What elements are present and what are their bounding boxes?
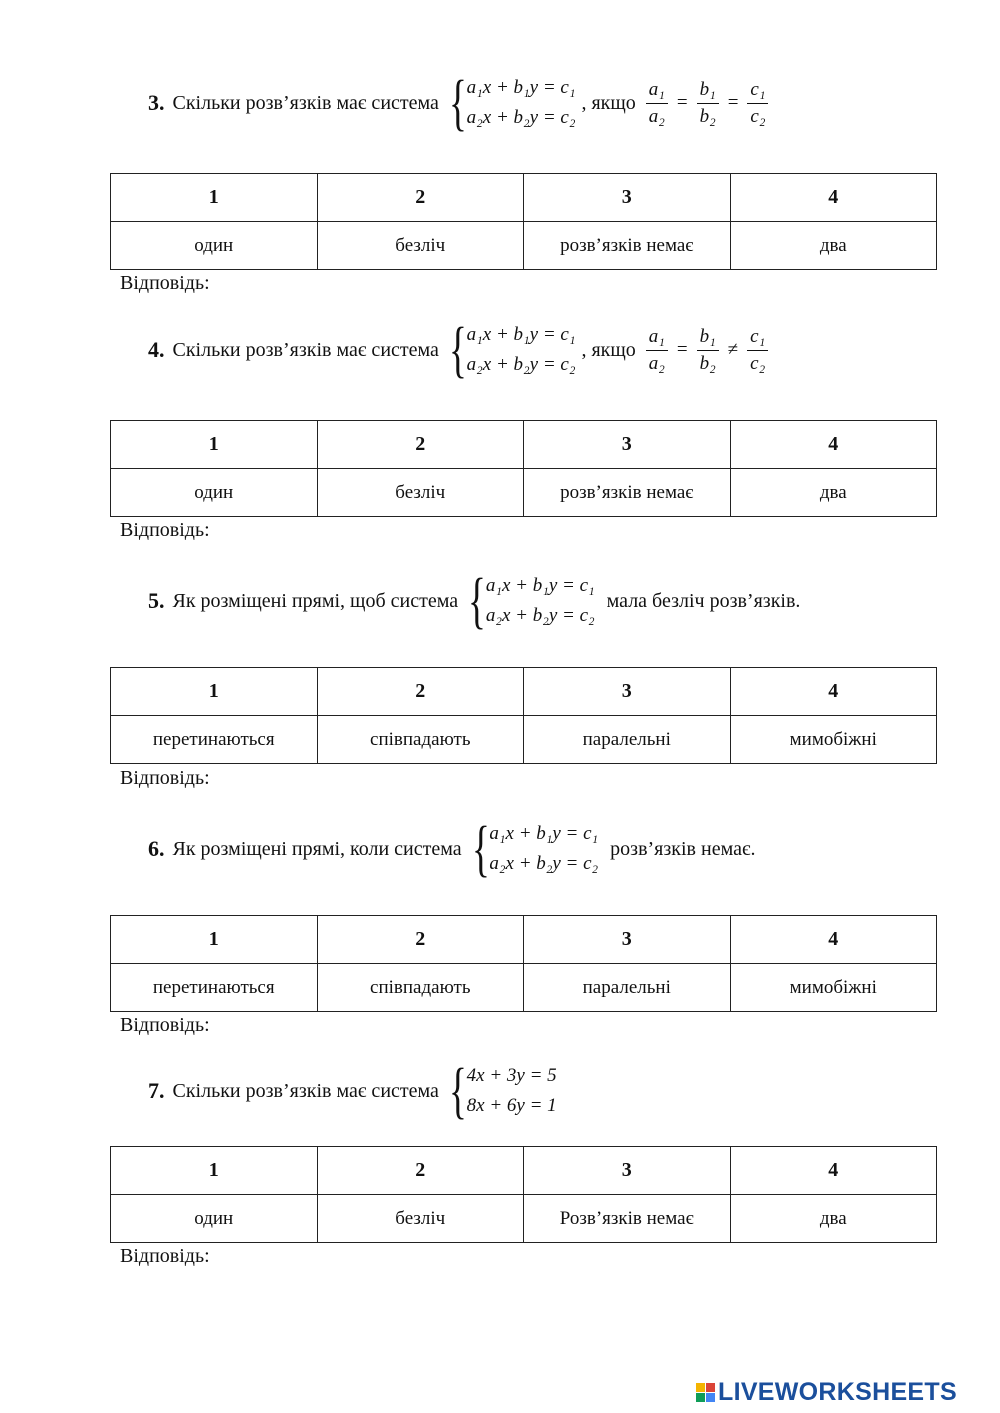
equation-line-2: a₂x + b₂y = c₂ xyxy=(485,605,595,626)
options-table xyxy=(110,915,937,1012)
option-number: 2 xyxy=(317,174,524,222)
equation-system xyxy=(443,316,576,384)
equation-line-2: 8x + 6y = 1 xyxy=(466,1095,557,1116)
question-number: 3. xyxy=(148,90,165,115)
brace-icon: { xyxy=(468,567,486,635)
answer-label: Відповідь: xyxy=(120,1014,210,1036)
options-table xyxy=(110,420,937,517)
answer-label: Відповідь: xyxy=(120,272,210,294)
option-3[interactable]: розв’язків немає xyxy=(524,222,731,270)
option-4[interactable]: мимобіжні xyxy=(730,716,937,764)
option-4[interactable]: два xyxy=(730,1195,937,1243)
question-text: Як розміщені прямі, щоб система xyxy=(172,589,459,612)
options-table xyxy=(110,1146,937,1243)
option-4[interactable]: два xyxy=(730,469,937,517)
condition-prefix: , якщо xyxy=(581,338,636,361)
option-3[interactable]: розв’язків немає xyxy=(524,469,731,517)
option-number: 1 xyxy=(111,668,318,716)
logo-text: LIVEWORKSHEETS xyxy=(718,1378,957,1406)
option-2[interactable]: співпадають xyxy=(317,964,524,1012)
equation-line-1: 4x + 3y = 5 xyxy=(466,1065,557,1086)
question-tail: розв’язків немає. xyxy=(610,837,756,860)
option-number: 4 xyxy=(730,668,937,716)
option-2[interactable]: безліч xyxy=(317,1195,524,1243)
equation-line-1: a₁x + b₁y = c₁ xyxy=(466,77,576,98)
logo-tile xyxy=(696,1383,705,1392)
option-number: 3 xyxy=(524,668,731,716)
question-number: 7. xyxy=(148,1078,165,1103)
option-2[interactable]: безліч xyxy=(317,222,524,270)
logo-mark-icon xyxy=(696,1383,715,1402)
brace-icon: { xyxy=(448,1057,467,1125)
equation-system xyxy=(462,567,595,635)
logo-tile xyxy=(706,1393,715,1402)
option-number: 1 xyxy=(111,916,318,964)
question-text: Як розміщені прямі, коли система xyxy=(172,837,462,860)
option-3[interactable]: паралельні xyxy=(524,716,731,764)
option-number: 1 xyxy=(111,421,318,469)
question-5-prompt xyxy=(148,567,801,635)
question-number: 4. xyxy=(148,337,165,362)
option-1[interactable]: перетинаються xyxy=(111,964,318,1012)
fraction-c: $\frac{\text{c₁}}{\text{c₂}}$ xyxy=(747,325,768,376)
option-number: 3 xyxy=(524,421,731,469)
option-number: 4 xyxy=(730,1147,937,1195)
equation-system xyxy=(443,69,576,137)
equation-line-1: a₁x + b₁y = c₁ xyxy=(485,575,595,596)
question-6-prompt xyxy=(148,815,756,883)
equation-line-2: a₂x + b₂y = c₂ xyxy=(489,853,599,874)
option-number: 3 xyxy=(524,174,731,222)
option-3[interactable]: Розв’язків немає xyxy=(524,1195,731,1243)
option-1[interactable]: один xyxy=(111,469,318,517)
option-number: 1 xyxy=(111,1147,318,1195)
question-number: 5. xyxy=(148,588,165,613)
option-number: 2 xyxy=(317,916,524,964)
fraction-a: $\frac{\text{a₁}}{\text{a₂}}$ xyxy=(646,325,668,376)
liveworksheets-logo[interactable] xyxy=(696,1378,957,1407)
equation-system xyxy=(443,1057,557,1125)
question-number: 6. xyxy=(148,836,165,861)
equation-system xyxy=(466,815,599,883)
options-table xyxy=(110,667,937,764)
fraction-b: $\frac{\text{b₁}}{\text{b₂}}$ xyxy=(697,78,719,129)
question-7-prompt xyxy=(148,1057,563,1125)
relation-sign: = xyxy=(676,92,688,113)
fraction-c: $\frac{\text{c₁}}{\text{c₂}}$ xyxy=(747,78,768,129)
option-1[interactable]: перетинаються xyxy=(111,716,318,764)
brace-icon: { xyxy=(448,69,467,137)
option-number: 2 xyxy=(317,421,524,469)
option-2[interactable]: безліч xyxy=(317,469,524,517)
question-text: Скільки розв’язків має система xyxy=(172,91,439,114)
logo-tile xyxy=(706,1383,715,1392)
logo-tile xyxy=(696,1393,705,1402)
option-1[interactable]: один xyxy=(111,222,318,270)
answer-label: Відповідь: xyxy=(120,519,210,541)
option-number: 3 xyxy=(524,1147,731,1195)
options-table xyxy=(110,173,937,270)
answer-label: Відповідь: xyxy=(120,767,210,789)
option-3[interactable]: паралельні xyxy=(524,964,731,1012)
option-number: 2 xyxy=(317,668,524,716)
relation-sign: ≠ xyxy=(727,339,739,360)
option-number: 2 xyxy=(317,1147,524,1195)
relation-sign: = xyxy=(727,92,739,113)
option-1[interactable]: один xyxy=(111,1195,318,1243)
equation-line-1: a₁x + b₁y = c₁ xyxy=(466,324,576,345)
option-number: 1 xyxy=(111,174,318,222)
brace-icon: { xyxy=(448,316,467,384)
equation-line-2: a₂x + b₂y = c₂ xyxy=(466,354,576,375)
question-text: Скільки розв’язків має система xyxy=(172,1079,439,1102)
condition-prefix: , якщо xyxy=(581,91,636,114)
option-2[interactable]: співпадають xyxy=(317,716,524,764)
option-number: 3 xyxy=(524,916,731,964)
question-3-prompt xyxy=(148,69,771,137)
option-number: 4 xyxy=(730,916,937,964)
relation-sign: = xyxy=(676,339,688,360)
answer-label: Відповідь: xyxy=(120,1245,210,1267)
question-text: Скільки розв’язків має система xyxy=(172,338,439,361)
option-number: 4 xyxy=(730,421,937,469)
equation-line-2: a₂x + b₂y = c₂ xyxy=(466,107,576,128)
question-tail: мала безліч розв’язків. xyxy=(606,589,801,612)
fraction-b: $\frac{\text{b₁}}{\text{b₂}}$ xyxy=(697,325,719,376)
fraction-a: $\frac{\text{a₁}}{\text{a₂}}$ xyxy=(646,78,668,129)
option-4[interactable]: мимобіжні xyxy=(730,964,937,1012)
option-4[interactable]: два xyxy=(730,222,937,270)
equation-line-1: a₁x + b₁y = c₁ xyxy=(489,823,599,844)
brace-icon: { xyxy=(471,815,490,883)
option-number: 4 xyxy=(730,174,937,222)
question-4-prompt xyxy=(148,316,771,384)
